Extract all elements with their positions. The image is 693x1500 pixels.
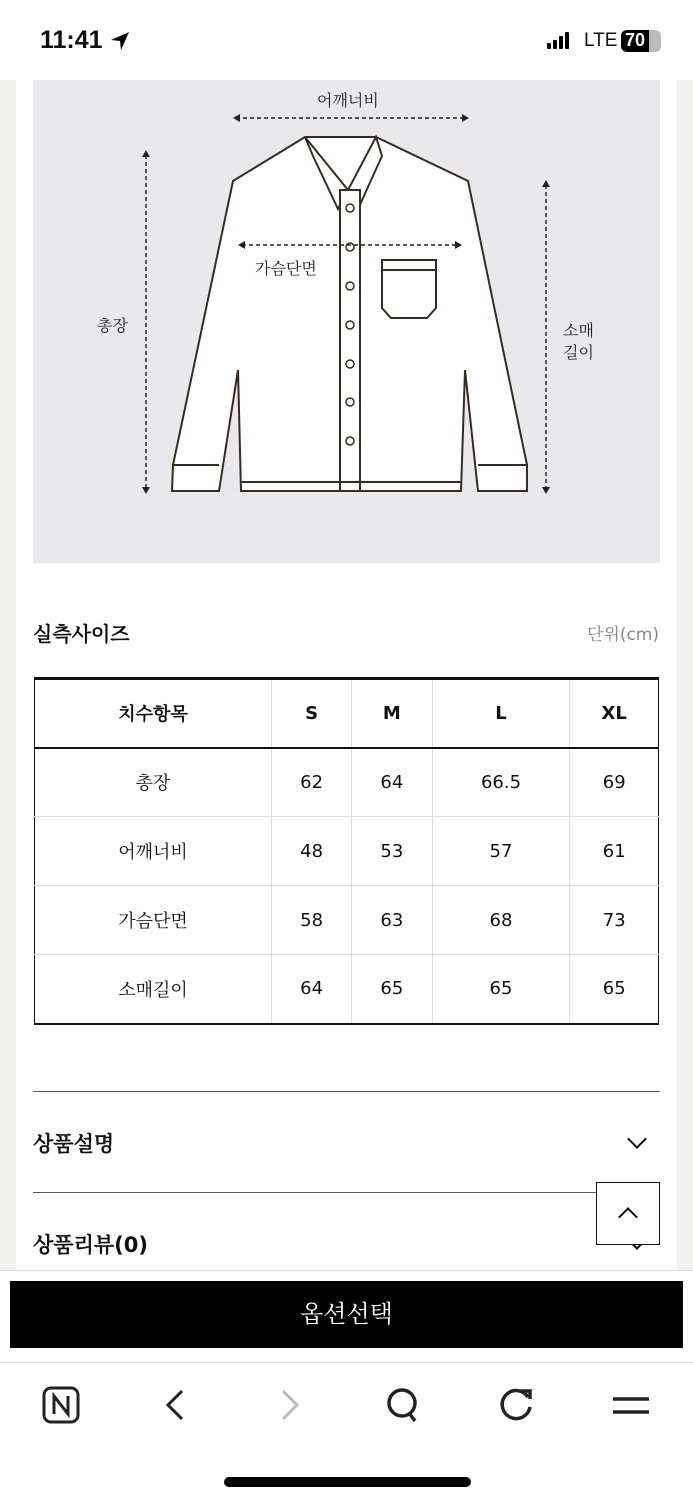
cell: 57 bbox=[432, 817, 570, 886]
home-indicator bbox=[224, 1477, 471, 1487]
header-cell: L bbox=[432, 679, 570, 748]
unit-label: 단위(cm) bbox=[586, 625, 659, 645]
forward-icon[interactable] bbox=[270, 1385, 310, 1425]
table-row bbox=[35, 955, 659, 1024]
accordion-label: 상품설명 bbox=[33, 1132, 115, 1156]
cell: 어깨너비 bbox=[35, 817, 272, 886]
clock: 11:41 bbox=[40, 26, 103, 54]
naver-home-icon[interactable] bbox=[41, 1385, 81, 1425]
select-option-button[interactable]: 옵션선택 bbox=[10, 1281, 683, 1348]
header-cell: S bbox=[271, 679, 351, 748]
chevron-down-icon bbox=[627, 1129, 647, 1149]
reload-icon[interactable] bbox=[497, 1385, 537, 1425]
sleeve-label-1: 소매 bbox=[563, 321, 594, 340]
cell: 65 bbox=[432, 955, 570, 1024]
header-cell: M bbox=[352, 679, 432, 748]
cell: 소매길이 bbox=[35, 955, 272, 1024]
table-row bbox=[35, 817, 659, 886]
page-gutter bbox=[677, 80, 693, 1270]
cell: 66.5 bbox=[432, 748, 570, 817]
table-row bbox=[35, 886, 659, 955]
cell: 73 bbox=[570, 886, 659, 955]
header-cell: 치수항목 bbox=[35, 679, 272, 748]
chest-label: 가슴단면 bbox=[255, 259, 317, 278]
table-row bbox=[35, 748, 659, 817]
size-table bbox=[34, 677, 659, 1025]
cell: 65 bbox=[352, 955, 432, 1024]
cell: 64 bbox=[271, 955, 351, 1024]
status-bar bbox=[0, 0, 693, 80]
accordion-label: 상품리뷰(0) bbox=[33, 1233, 148, 1257]
signal-icon bbox=[547, 32, 569, 49]
battery-icon bbox=[621, 30, 661, 52]
menu-icon[interactable] bbox=[611, 1385, 651, 1425]
cell: 53 bbox=[352, 817, 432, 886]
cell: 65 bbox=[570, 955, 659, 1024]
cell: 61 bbox=[570, 817, 659, 886]
page-gutter bbox=[0, 80, 16, 1270]
cell: 69 bbox=[570, 748, 659, 817]
header-cell: XL bbox=[570, 679, 659, 748]
search-icon[interactable] bbox=[383, 1385, 423, 1425]
back-icon[interactable] bbox=[155, 1385, 195, 1425]
cell: 가슴단면 bbox=[35, 886, 272, 955]
cell: 63 bbox=[352, 886, 432, 955]
cell: 58 bbox=[271, 886, 351, 955]
shoulder-label: 어깨너비 bbox=[317, 91, 379, 110]
location-arrow-icon bbox=[110, 31, 130, 51]
table-header-row bbox=[35, 679, 659, 748]
size-section-title: 실측사이즈 bbox=[33, 622, 130, 646]
cell: 62 bbox=[271, 748, 351, 817]
cell: 68 bbox=[432, 886, 570, 955]
battery-level: 70 bbox=[625, 30, 646, 50]
length-label: 총장 bbox=[97, 316, 128, 335]
cell: 64 bbox=[352, 748, 432, 817]
scroll-to-top-button[interactable] bbox=[596, 1182, 660, 1245]
bottom-action-bar bbox=[0, 1270, 693, 1362]
sleeve-label-2: 길이 bbox=[563, 343, 594, 362]
network-label: LTE bbox=[584, 30, 618, 51]
cell: 총장 bbox=[35, 748, 272, 817]
chevron-up-icon bbox=[618, 1207, 638, 1227]
size-diagram bbox=[33, 80, 660, 563]
accordion-product-description[interactable] bbox=[33, 1091, 660, 1191]
cell: 48 bbox=[271, 817, 351, 886]
